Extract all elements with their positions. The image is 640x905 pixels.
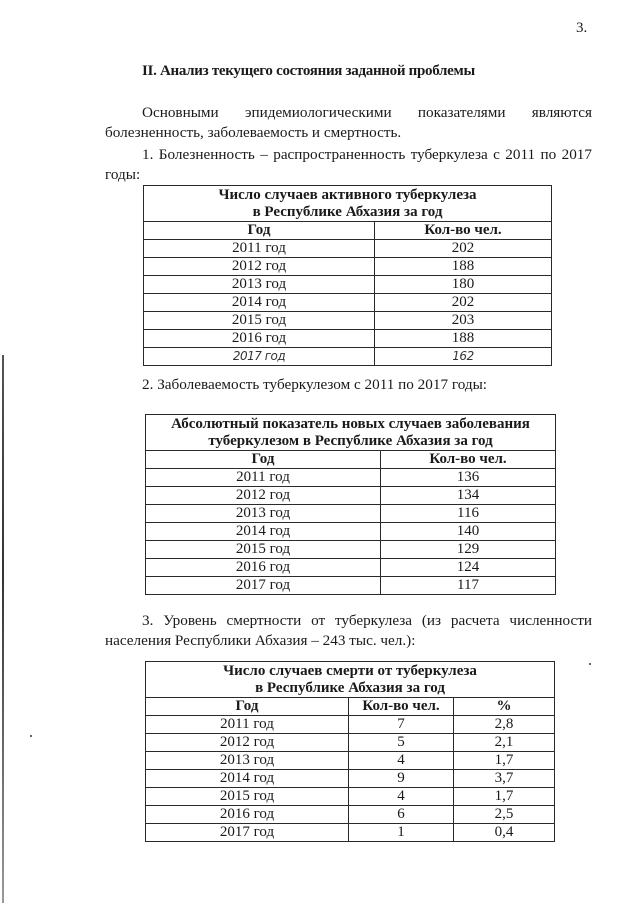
cell-year: 2013 год [146, 752, 349, 770]
incidence-table [145, 414, 556, 595]
table-row [146, 505, 556, 523]
cell-year: 2011 год [146, 469, 381, 487]
table-row [144, 276, 552, 294]
cell-year: 2015 год [146, 788, 349, 806]
table-row [144, 258, 552, 276]
cell-count: 124 [381, 559, 556, 577]
cell-count: 180 [375, 276, 552, 294]
cell-count: 129 [381, 541, 556, 559]
cell-year: 2014 год [146, 770, 349, 788]
item3-text: 3. Уровень смертности от туберкулеза (из расчета численности населения Республики Абхазия – 243 тыс. чел.): [105, 612, 592, 649]
cell-count: 188 [375, 330, 552, 348]
cell-count: 4 [349, 752, 454, 770]
cell-year: 2012 год [144, 258, 375, 276]
cell-year: 2014 год [144, 294, 375, 312]
section-title: II. Анализ текущего состояния заданной проблемы [142, 63, 475, 79]
caption-line: в Республике Абхазия за год [255, 679, 445, 696]
item1-text: 1. Болезненность – распространенность туберкулеза с 2011 по 2017 годы: [105, 146, 592, 183]
cell-percent: 2,1 [454, 734, 555, 752]
cell-count: 202 [375, 240, 552, 258]
cell-year: 2012 год [146, 734, 349, 752]
table-row [146, 824, 555, 842]
table-row [144, 330, 552, 348]
table-row [146, 788, 555, 806]
cell-year: 2017 год [146, 577, 381, 595]
table-row [146, 770, 555, 788]
item3-paragraph [105, 611, 592, 651]
table-row [146, 577, 556, 595]
scan-artifact-dot [589, 663, 591, 665]
header-count: Кол-во чел. [375, 222, 552, 240]
table-caption [146, 662, 555, 698]
page-number: 3. [576, 20, 588, 36]
cell-year: 2016 год [146, 806, 349, 824]
cell-year: 2016 год [146, 559, 381, 577]
cell-year: 2011 год [144, 240, 375, 258]
cell-count: 7 [349, 716, 454, 734]
caption-line: туберкулезом в Республике Абхазия за год [208, 432, 493, 449]
table-caption [144, 186, 552, 222]
table-caption [146, 415, 556, 451]
caption-line: Число случаев активного туберкулеза [218, 186, 477, 203]
cell-year: 2013 год [146, 505, 381, 523]
cell-count: 188 [375, 258, 552, 276]
cell-count: 134 [381, 487, 556, 505]
caption-line: в Республике Абхазия за год [252, 203, 443, 220]
intro-paragraph-text: Основными эпидемиологическими показателями являются болезненность, заболеваемость и смертность. [105, 104, 592, 141]
header-year: Год [146, 451, 381, 469]
cell-count: 136 [381, 469, 556, 487]
cell-year: 2011 год [146, 716, 349, 734]
cell-percent: 1,7 [454, 788, 555, 806]
item2-paragraph: 2. Заболеваемость туберкулезом с 2011 по 2017 годы: [142, 376, 488, 393]
prevalence-table [143, 185, 552, 366]
cell-percent: 2,5 [454, 806, 555, 824]
cell-percent: 1,7 [454, 752, 555, 770]
caption-line: Абсолютный показатель новых случаев заболевания [171, 415, 530, 432]
mortality-table [145, 661, 555, 842]
table-row [146, 523, 556, 541]
cell-count: 116 [381, 505, 556, 523]
item1-paragraph [105, 145, 592, 185]
cell-year: 2014 год [146, 523, 381, 541]
table-row [146, 716, 555, 734]
scan-artifact-dot [30, 735, 32, 737]
caption-line: Число случаев смерти от туберкулеза [223, 662, 477, 679]
table-row [144, 294, 552, 312]
table-row [146, 487, 556, 505]
cell-count: 9 [349, 770, 454, 788]
cell-percent: 2,8 [454, 716, 555, 734]
cell-year: 2015 год [146, 541, 381, 559]
cell-year: 2013 год [144, 276, 375, 294]
cell-count: 140 [381, 523, 556, 541]
header-year: Год [146, 698, 349, 716]
header-count: Кол-во чел. [349, 698, 454, 716]
cell-count: 6 [349, 806, 454, 824]
table-row [146, 541, 556, 559]
cell-year: 2016 год [144, 330, 375, 348]
header-percent: % [454, 698, 555, 716]
cell-percent: 3,7 [454, 770, 555, 788]
cell-year: 2015 год [144, 312, 375, 330]
table-row [146, 752, 555, 770]
intro-paragraph [105, 103, 592, 143]
cell-count-handwritten: 162 [375, 348, 552, 366]
table-row [146, 734, 555, 752]
cell-count: 1 [349, 824, 454, 842]
cell-percent: 0,4 [454, 824, 555, 842]
cell-count: 202 [375, 294, 552, 312]
cell-year: 2017 год [146, 824, 349, 842]
header-year: Год [144, 222, 375, 240]
table-row-handwritten [144, 348, 552, 366]
cell-count: 203 [375, 312, 552, 330]
table-row [144, 240, 552, 258]
cell-count: 117 [381, 577, 556, 595]
cell-count: 5 [349, 734, 454, 752]
table-row [146, 806, 555, 824]
scan-artifact-line [2, 355, 4, 903]
cell-count: 4 [349, 788, 454, 806]
table-row [146, 469, 556, 487]
cell-year: 2012 год [146, 487, 381, 505]
table-row [146, 559, 556, 577]
header-count: Кол-во чел. [381, 451, 556, 469]
table-row [144, 312, 552, 330]
cell-year-handwritten: 2017 год [144, 348, 375, 366]
